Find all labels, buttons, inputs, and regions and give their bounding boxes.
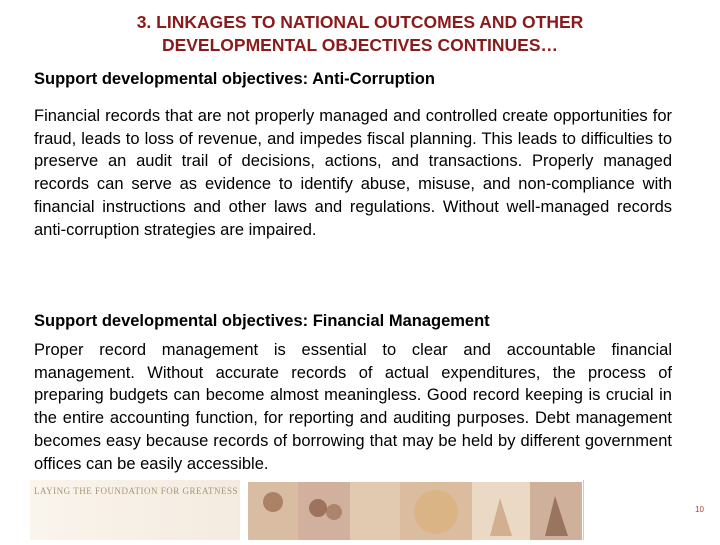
footer-divider: [583, 480, 584, 540]
section-heading-anti-corruption: Support developmental objectives: Anti-Corruption: [34, 70, 435, 88]
page-number: 10: [695, 505, 704, 514]
slide-title: 3. LINKAGES TO NATIONAL OUTCOMES AND OTHER DEVELOPMENTAL OBJECTIVES CONTINUES…: [136, 12, 584, 55]
section-body-anti-corruption: Financial records that are not properly managed and controlled create opportunities for fraud, leads to loss of revenue, and impedes fiscal planning. This leads to difficulties to preserve an audit trail of decisions, actions, and transactions. Properly managed records can serve as evidence to identify abuse, misuse, and non-compliance with financial instructions and other laws and regulations. Without well-managed records anti-corruption strategies are impaired.: [34, 107, 672, 239]
section-heading-financial-management: Support developmental objectives: Financial Management: [34, 312, 490, 330]
footer-tagline: LAYING THE FOUNDATION FOR GREATNESS: [34, 486, 239, 496]
section-body-financial-management: Proper record management is essential to clear and accountable financial management. Without accurate records of actual expenditures, the process of preparing budgets can become almost meaningless. Good record keeping is crucial in the entire accounting function, for reporting and auditing purposes. Debt management becomes easy because records of borrowing that may be held by different government offices can be easily accessible.: [34, 341, 672, 473]
